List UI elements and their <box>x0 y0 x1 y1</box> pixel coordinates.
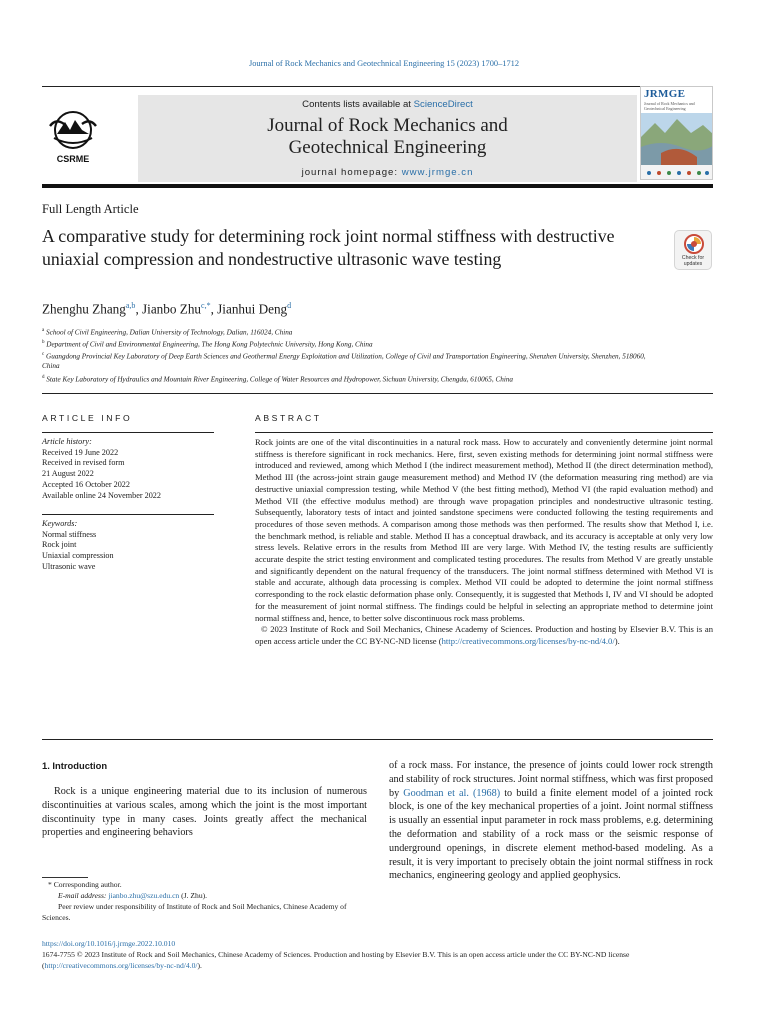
license-link[interactable]: http://creativecommons.org/licenses/by-nc-nd/4.0/ <box>441 635 615 646</box>
cover-illustration <box>641 113 713 180</box>
abstract-text: Rock joints are one of the vital discontinuities in a natural rock mass. How to accurately and conveniently determine joint normal stiffness is therefore significant in rock mechanics. Here, first, seven existing methods for determining joint normal stiffness were introduced and reviewed, among which Method I (the indirect measurement method), Method II (the direct determination method), Method III (the across-joint strain gauge measurement method) and Method IV (the deformation measuring ring method) are via destructive uniaxial compression testing, while Method V (the best fitting method), Method VI (the rapid evaluation method) and Method VII (the effective modulus method) are through wave propagation principles and nondestructive ultrasonic testing. Subsequently, laboratory tests of intact and jointed sandstone specimens were conducted following the testing requirements and procedures of those seven methods. A comparison among those methods was then performed. The results show that Method I, i.e. the benchmark method, is reliable and stable. Method II has a conceptual drawback, and its accuracy is acceptable at only very low stress levels. Relative errors in the results from Method III are very large. With Method IV, the testing results are sufficiently accurate despite the strict testing environment and complicated testing procedures. The results from Method V are greatly unstable and significantly dependent on the natural frequency of the transducers. The joint normal stiffness determined with Method VI is stable and accurate, although data processing is complex. Method VII could be adopted to determine the joint normal stiffness corresponding to the rock elastic deformation phase only. Consequently, it is suggested that Methods I, IV and VI should be adopted for the measurement of joint normal stiffness. The findings could be helpful in selecting an appropriate method to determine joint normal stiffness and, hence, to better solve discontinuous rock mass problems. <box>255 437 713 623</box>
article-info-heading: ARTICLE INFO <box>42 413 133 423</box>
history-item: Available online 24 November 2022 <box>42 490 161 500</box>
cover-subtitle: Journal of Rock Mechanics and Geotechnical Engineering <box>644 101 695 111</box>
corresponding-author-note: * Corresponding author. <box>48 880 122 889</box>
introduction-heading: 1. Introduction <box>42 760 108 771</box>
journal-title-line2: Geotechnical Engineering <box>288 137 487 158</box>
copyright-text: © 2023 Institute of Rock and Soil Mechanics, Chinese Academy of Sciences. Production and hosting by Elsevier B.V. This is an open access article under the CC BY-NC-ND license ( <box>255 624 713 646</box>
keyword-item: Uniaxial compression <box>42 551 114 561</box>
abstract-copyright <box>255 624 713 647</box>
keywords-rule <box>42 514 214 515</box>
article-type: Full Length Article <box>42 202 139 216</box>
author-affil-sup[interactable]: d <box>287 301 292 310</box>
affiliation <box>42 350 652 371</box>
affiliations-rule <box>42 393 713 394</box>
history-item: Received in revised form <box>42 458 125 468</box>
intro-text: to build a finite element model of a jointed rock block, is one of the key mechanical properties of a joint. Joint normal stiffness is usually an essential input parameter in rock mass problems, e.g. determining the deformation and stability of a rock mass or the seismic response of underground openings, in discrete element method-based modeling. As a result, it is very important to precisely obtain the joint normal stiffness in rock mechanics, engineering geology and applied geophysics. <box>389 787 714 882</box>
abstract-body <box>255 437 713 648</box>
author-separator: , <box>135 301 143 317</box>
journal-banner <box>138 95 637 182</box>
keyword-item: Rock joint <box>42 540 77 550</box>
history-label: Article history: <box>42 437 92 446</box>
keywords-label: Keywords: <box>42 519 78 528</box>
keyword-item: Ultrasonic wave <box>42 561 96 571</box>
author-name[interactable]: Jianhui Deng <box>217 301 288 317</box>
affiliation-sup: c <box>42 352 45 357</box>
contents-line <box>138 99 637 110</box>
check-updates-label <box>675 255 711 267</box>
homepage-link[interactable]: www.jrmge.cn <box>401 167 474 178</box>
cover-brand: JRMGE <box>644 88 686 100</box>
homepage-line <box>138 167 637 178</box>
history-item: 21 August 2022 <box>42 469 94 479</box>
journal-cover-image[interactable] <box>640 86 713 180</box>
keyword-item: Normal stiffness <box>42 529 97 539</box>
email-suffix: (J. Zhu). <box>179 891 208 900</box>
affiliation <box>42 326 682 338</box>
email-link[interactable]: jianbo.zhu@szu.edu.cn <box>108 891 180 900</box>
check-for-updates-button[interactable] <box>674 230 712 270</box>
header-top-rule <box>42 86 713 87</box>
check-updates-line1: Check for <box>681 255 705 261</box>
doi-link[interactable]: https://doi.org/10.1016/j.jrmge.2022.10.010 <box>42 939 176 948</box>
author-separator: , <box>210 301 218 317</box>
homepage-prefix: journal homepage: <box>301 167 402 178</box>
journal-title-line1: Journal of Rock Mechanics and <box>267 115 508 136</box>
history-item: Received 19 June 2022 <box>42 447 119 457</box>
email-note <box>42 891 367 902</box>
check-updates-line2: updates <box>683 261 703 267</box>
abstract-bottom-rule <box>42 739 713 740</box>
affiliation <box>42 338 682 350</box>
article-info-rule <box>42 432 214 433</box>
affiliation-text: Department of Civil and Environmental Engineering, The Hong Kong Polytechnic University, Hong Kong, China <box>46 340 373 349</box>
copyright-close: ). <box>614 635 620 646</box>
header-bottom-rule <box>42 184 713 188</box>
affiliation-text: State Key Laboratory of Hydraulics and Mountain River Engineering, College of Water Resources and Hydropower, Sichuan University, Chengdu, 610065, China <box>46 375 514 384</box>
author-name[interactable]: Zhenghu Zhang <box>42 301 126 317</box>
history-item: Accepted 16 October 2022 <box>42 479 130 489</box>
logo-text: CSRME <box>56 154 90 164</box>
issn-copyright <box>42 950 713 971</box>
affiliation-text: Guangdong Provincial Key Laboratory of Deep Earth Sciences and Geothermal Energy Exploitation and Utilization, College of Civil and Transportation Engineering, Shenzhen University, Shenzhen, 518060, China <box>42 352 646 370</box>
keywords <box>42 519 214 573</box>
bottom-license-link[interactable]: http://creativecommons.org/licenses/by-nc-nd/4.0/ <box>44 960 198 970</box>
article-title: A comparative study for determining rock joint normal stiffness with destructive uniaxial compression and nondestructive ultrasonic wave testing <box>42 226 615 269</box>
affiliation-sup: b <box>42 340 45 345</box>
affiliation-sup: d <box>42 375 45 380</box>
citation-link[interactable]: Goodman et al. (1968) <box>403 787 501 799</box>
sciencedirect-link[interactable]: ScienceDirect <box>413 99 473 110</box>
csrme-logo <box>42 108 104 166</box>
author-affil-sup[interactable]: a,b <box>125 301 136 310</box>
email-label: E-mail address: <box>58 891 109 900</box>
introduction-right-paragraph <box>389 759 713 883</box>
author-affil-sup[interactable]: c,* <box>201 301 211 310</box>
author-name[interactable]: Jianbo Zhu <box>142 301 202 317</box>
contents-prefix: Contents lists available at <box>302 99 414 110</box>
abstract-heading: ABSTRACT <box>255 413 322 423</box>
journal-citation-link[interactable]: Journal of Rock Mechanics and Geotechnical Engineering 15 (2023) 1700–1712 <box>248 59 520 68</box>
issn-close: ). <box>197 960 202 970</box>
issn-text: 1674-7755 © 2023 Institute of Rock and Soil Mechanics, Chinese Academy of Sciences. Production and hosting by Elsevier B.V. This is an open access article under the CC BY-NC-ND license ( <box>42 950 630 970</box>
footnote-rule <box>42 877 88 878</box>
check-updates-icon <box>684 234 704 254</box>
introduction-left-paragraph: Rock is a unique engineering material due to its inclusion of numerous discontinuities at various scales, among which the joint is the most important discontinuity type in many cases. Joints greatly affect the mechanical properties and engineering behaviors <box>42 786 367 839</box>
article-history <box>42 437 214 501</box>
author-list <box>42 301 291 317</box>
affiliation-sup: a <box>42 328 45 333</box>
intro-text: of a rock mass. For instance, the presence of joints could lower rock strength and stability of rock structures. Joint normal stiffness, which was first proposed by <box>389 760 713 799</box>
abstract-rule <box>255 432 713 433</box>
peer-review-note: Peer review under responsibility of Institute of Rock and Soil Mechanics, Chinese Academy of Sciences. <box>42 902 347 922</box>
affiliation-text: School of Civil Engineering, Dalian University of Technology, Dalian, 116024, China <box>46 328 293 337</box>
journal-title <box>138 115 637 159</box>
affiliation <box>42 373 682 385</box>
